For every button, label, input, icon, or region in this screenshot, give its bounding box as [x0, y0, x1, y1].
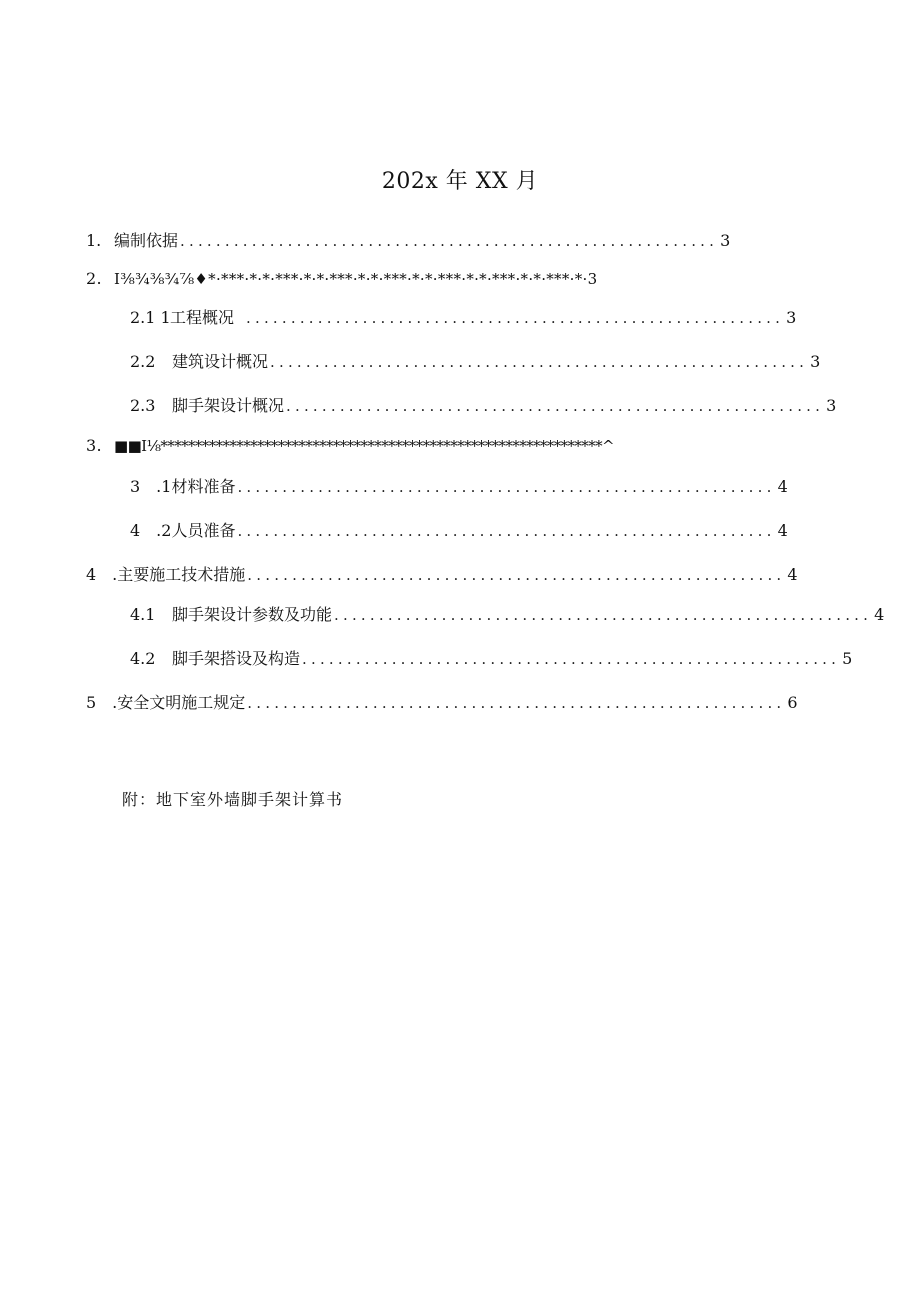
- toc-entry-number: 2.1 1: [130, 308, 171, 327]
- toc-page-number: 4: [787, 565, 798, 584]
- toc-dot-leader: ............................................................: [286, 397, 825, 415]
- toc-entry-title: 安全文明施工规定: [117, 693, 246, 712]
- toc-dot-leader: ............................................................: [334, 606, 873, 624]
- date-heading: 202x 年 XX 月: [381, 169, 539, 194]
- toc-page-number: 3: [810, 352, 821, 371]
- toc-entry-title: 脚手架设计参数及功能: [172, 605, 333, 624]
- toc-dot-leader: ............................................................: [247, 566, 786, 584]
- toc-entry-title: 编制依据: [114, 231, 179, 250]
- toc-entry-title: 人员准备: [171, 521, 236, 540]
- toc-page-number: 3: [786, 308, 797, 327]
- toc-entry-title: 工程概况: [170, 308, 235, 327]
- toc-dot-leader: ............................................................: [270, 353, 809, 371]
- toc-entry-1[interactable]: [86, 230, 731, 252]
- toc-page-number: 4: [874, 605, 885, 624]
- toc-entry-number: 2.: [86, 269, 102, 288]
- toc-entry-number: 5 .: [86, 693, 118, 712]
- toc-entry-title: 建筑设计概况: [172, 352, 269, 371]
- toc-entry-title: 脚手架搭设及构造: [172, 649, 301, 668]
- toc-entry-2-2[interactable]: [130, 351, 821, 373]
- toc-entry-3[interactable]: [86, 435, 614, 457]
- toc-entry-number: 4 .2: [130, 521, 172, 540]
- toc-page-number: 3: [720, 231, 731, 250]
- toc-dot-leader: ............................................................: [237, 478, 776, 496]
- toc-dot-leader: ............................................................: [247, 694, 786, 712]
- toc-entry-number: 2.2: [130, 352, 156, 371]
- toc-entry-5[interactable]: [86, 692, 798, 714]
- toc-page-number: 4: [777, 521, 788, 540]
- toc-dot-leader: ............................................................: [237, 522, 776, 540]
- toc-entry-number: 4 .: [86, 565, 118, 584]
- toc-entry-number: 3 .1: [130, 477, 172, 496]
- toc-entry-2[interactable]: [86, 268, 597, 290]
- toc-page-number: 4: [777, 477, 788, 496]
- appendix-note: 附：地下室外墙脚手架计算书: [122, 790, 344, 809]
- toc-entry-title: 主要施工技术措施: [117, 565, 246, 584]
- toc-entry-2-3[interactable]: [130, 395, 837, 417]
- toc-entry-4[interactable]: [86, 564, 798, 586]
- toc-page-number: 6: [787, 693, 798, 712]
- toc-entry-garbled-text: I⅜¾⅜¾⅞♦*·***·*·*·***·*·*·***·*·*·***·*·*·***·*·*·***·*·*·***·*·3: [114, 270, 598, 288]
- toc-entry-title: 材料准备: [171, 477, 236, 496]
- toc-entry-number: 1.: [86, 231, 102, 250]
- toc-dot-leader: ............................................................: [180, 232, 719, 250]
- toc-entry-garbled-text: ■■I⅛****************************************************************^: [114, 437, 614, 455]
- toc-entry-number: 3.: [86, 436, 102, 455]
- toc-entry-number: 4.2: [130, 649, 156, 668]
- toc-dot-leader: ............................................................: [302, 650, 841, 668]
- toc-entry-number: 2.3: [130, 396, 156, 415]
- toc-entry-3-2[interactable]: [130, 520, 788, 542]
- toc-dot-leader: ............................................................: [246, 309, 785, 327]
- toc-entry-title: 脚手架设计概况: [172, 396, 285, 415]
- toc-page-number: 3: [826, 396, 837, 415]
- toc-entry-2-1[interactable]: [130, 307, 797, 329]
- toc-entry-4-2[interactable]: [130, 648, 853, 670]
- toc-entry-number: 4.1: [130, 605, 156, 624]
- toc-page-number: 5: [842, 649, 853, 668]
- toc-entry-3-1[interactable]: [130, 476, 788, 498]
- toc-entry-4-1[interactable]: [130, 604, 885, 626]
